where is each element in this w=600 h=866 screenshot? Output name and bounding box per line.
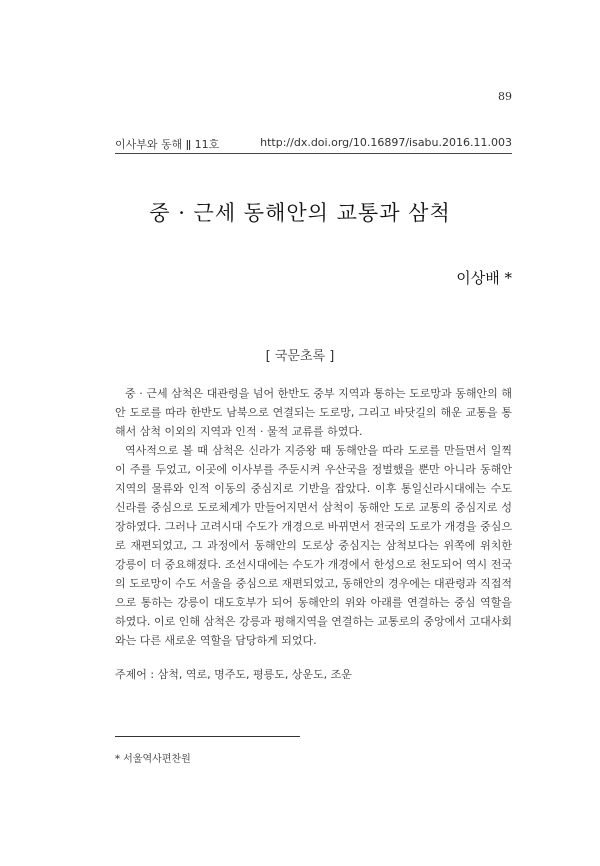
abstract-heading: [ 국문초록 ] <box>265 349 335 364</box>
abstract-paragraph: 역사적으로 볼 때 삼척은 신라가 지증왕 때 동해안을 따라 도로를 만들면서 일찍이 주를 두었고, 이곳에 이사부를 주둔시켜 우산국을 정벌했을 뿐만 아니라 동해안 지역의 물류와 인적 이동의 중심지로 기반을 잡았다. 이후 통일신라시대에는 수도 신라를 중심으로 도로체계가 만들어지면서 삼척이 동해안 도로 교통의 중심지로 성장하였다. 그러나 고려시대 수도가 개경으로 바뀌면서 전국의 도로가 개경을 중심으로 재편되었고, 그 과정에서 동해안의 도로상 중심지는 삼척보다는 위쪽에 위치한 강릉이 더 중요해졌다. 조선시대에는 수도가 개경에서 한성으로 천도되어 역시 전국의 도로망이 수도 서울을 중심으로 재편되었고, 동해안의 경우에는 대관령과 직접적으로 통하는 강릉이 대도호부가 되어 동해안의 위와 아래를 연결하는 중심 역할을 하였다. 이로 인해 삼척은 강릉과 평해지역을 연결하는 교통로의 중앙에서 고대사회와는 다른 새로운 역할을 담당하게 되었다. <box>115 444 512 647</box>
doi-link[interactable]: http://dx.doi.org/10.16897/isabu.2016.11.003 <box>260 136 512 149</box>
keywords: 주제어 : 삼척, 역로, 명주도, 평릉도, 상운도, 조운 <box>115 668 352 681</box>
author-name: 이상배 * <box>456 269 512 287</box>
abstract-body <box>115 384 512 650</box>
abstract-paragraph: 중 · 근세 삼척은 대관령을 넘어 한반도 중부 지역과 통하는 도로망과 동해안의 해안 도로를 따라 한반도 남북으로 연결되는 도로망, 그리고 바닷길의 해운 교통을 통해서 삼척 이외의 지역과 인적 · 물적 교류를 하였다. <box>115 387 512 438</box>
paper-title: 중 · 근세 동해안의 교통과 삼척 <box>149 201 451 225</box>
running-header <box>115 133 512 154</box>
footnote-divider <box>115 736 300 737</box>
journal-name: 이사부와 동해 ǁ 11호 <box>115 138 220 151</box>
footnote: * 서울역사편찬원 <box>115 754 191 765</box>
page-number: 89 <box>498 90 512 103</box>
